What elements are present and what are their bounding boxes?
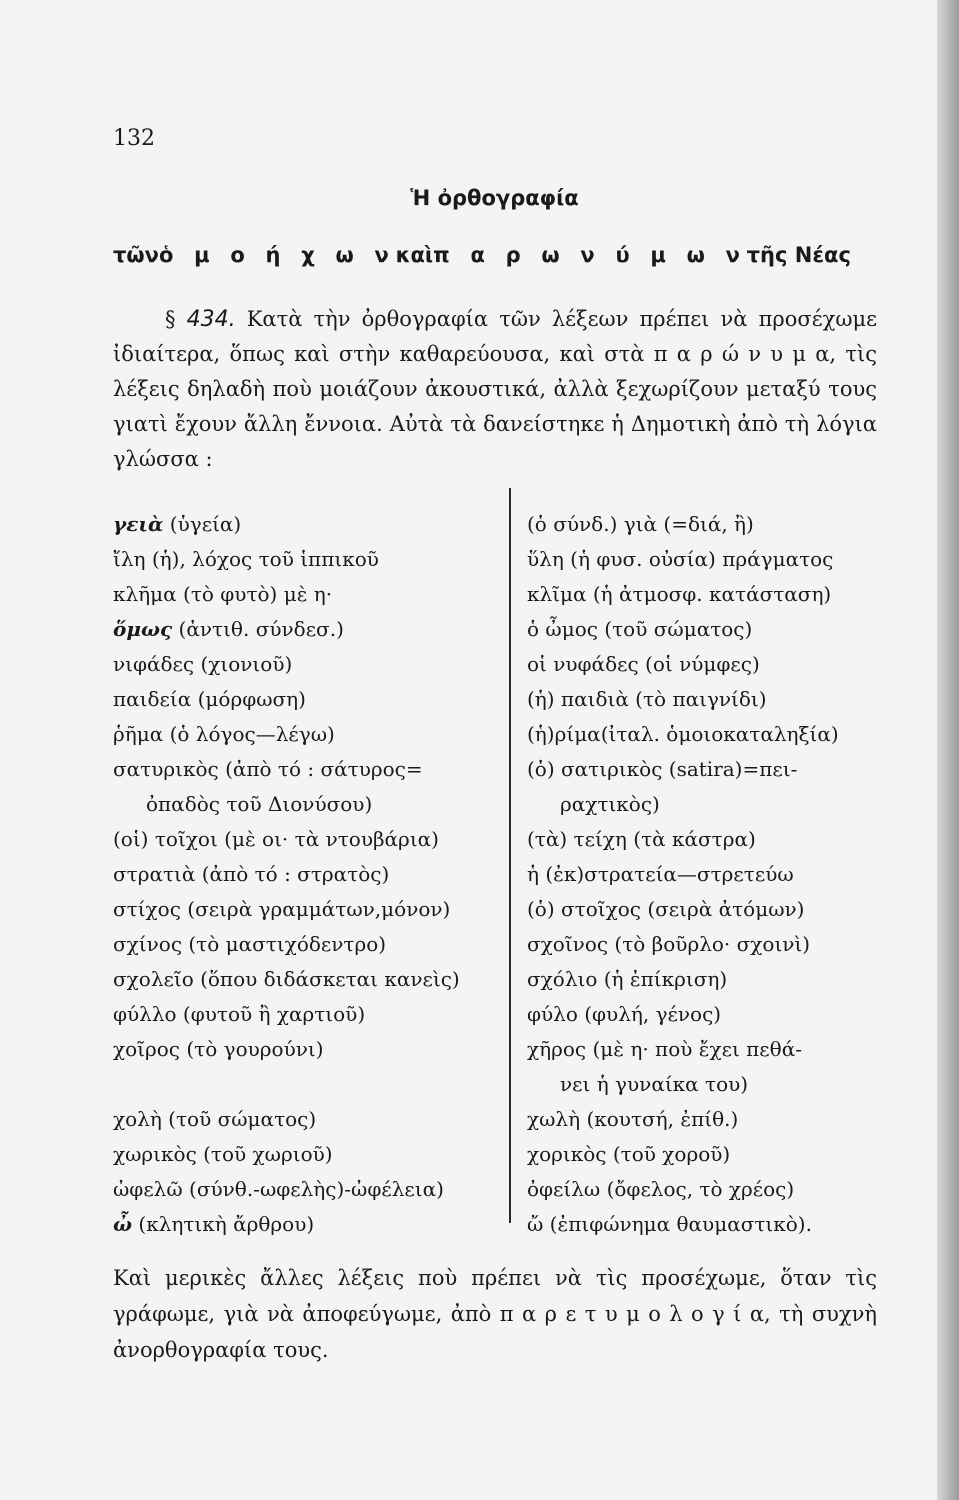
word-entry [113, 542, 503, 577]
word-entry [527, 787, 882, 822]
intro-text: Κατὰ τὴν ὀρθογραφία τῶν λέξεων πρέπει νὰ προσέχωμε ἰδιαίτερα, ὅπως καὶ στὴν καθαρεύουσα, καὶ στὰ π α ρ ώ ν υ μ α, τὶς λέξεις δηλαδὴ ποὺ μοιάζουν ἀκουστικά, ἀλλὰ ξεχωρίζουν μεταξύ τους γιατὶ ἔχουν ἄλλη ἔννοια. Αὐτὰ τὰ δανείστηκε ἡ Δημοτικὴ ἀπὸ τὴ λόγια γλώσσα : [113, 307, 877, 471]
right-word-column [527, 507, 882, 1242]
word-entry [113, 892, 503, 927]
entry-text: κλῖμα (ἡ ἀτμοσφ. κατάσταση) [527, 582, 832, 606]
word-entry [527, 1067, 882, 1102]
word-entry [527, 612, 882, 647]
entry-text: (τὰ) τείχη (τὰ κάστρα) [527, 827, 756, 851]
word-entry [113, 962, 503, 997]
word-entry [527, 717, 882, 752]
entry-text: σχοῖνος (τὸ βοῦρλο· σχοινὶ) [527, 932, 811, 956]
entry-text: νιφάδες (χιονιοῦ) [113, 652, 293, 676]
column-divider [509, 488, 511, 1223]
word-entry [527, 752, 882, 787]
word-entry [527, 892, 882, 927]
entry-text: (ὁ) στοῖχος (σειρὰ ἀτόμων) [527, 897, 805, 921]
word-entry [113, 752, 503, 787]
entry-text: χορικὸς (τοῦ χοροῦ) [527, 1142, 731, 1166]
entry-head: γειὰ [113, 512, 164, 536]
entry-text: χολὴ (τοῦ σώματος) [113, 1107, 317, 1131]
word-entry [113, 857, 503, 892]
entry-text: (ἡ)ρίμα(ἰταλ. ὁμοιοκαταληξία) [527, 722, 839, 746]
word-entry [527, 507, 882, 542]
entry-text: στρατιὰ (ἀπὸ τό : στρατὸς) [113, 862, 390, 886]
entry-text: (κλητικὴ ἄρθρου) [132, 1212, 315, 1236]
closing-paragraph [113, 1260, 877, 1368]
word-entry [113, 507, 503, 542]
word-entry [527, 927, 882, 962]
word-entry [527, 1032, 882, 1067]
entry-text: ὠφελῶ (σύνθ.-ωφελὴς)-ὠφέλεια) [113, 1177, 444, 1201]
title-line-2 [113, 243, 851, 267]
entry-text: ὁ ὦμος (τοῦ σώματος) [527, 617, 753, 641]
section-number: 434. [186, 307, 236, 332]
entry-text: ὀπαδὸς τοῦ Διονύσου) [146, 792, 373, 816]
section-mark: § [165, 307, 176, 331]
page-number: 132 [113, 126, 155, 151]
word-entry [113, 1172, 503, 1207]
entry-text: χῆρος (μὲ η· ποὺ ἔχει πεθά- [527, 1037, 802, 1061]
title-word: καὶ [395, 243, 434, 267]
word-entry [527, 647, 882, 682]
word-entry [113, 682, 503, 717]
entry-text: φύλο (φυλή, γένος) [527, 1002, 722, 1026]
word-entry [113, 1102, 503, 1137]
word-entry [113, 612, 503, 647]
word-entry [527, 1172, 882, 1207]
page-edge [937, 0, 959, 1500]
entry-text: (ὑγεία) [163, 512, 242, 536]
word-entry [113, 1032, 503, 1067]
title-word: τῶν [113, 243, 159, 267]
word-entry [527, 822, 882, 857]
entry-text: ὕλη (ἡ φυσ. οὐσία) πράγματος [527, 547, 834, 571]
word-entry [113, 787, 503, 822]
word-entry [113, 717, 503, 752]
entry-text: σχόλιο (ἡ ἐπίκριση) [527, 967, 728, 991]
entry-text: ὀφείλω (ὄφελος, τὸ χρέος) [527, 1177, 795, 1201]
entry-text: παιδεία (μόρφωση) [113, 687, 306, 711]
word-entry [113, 927, 503, 962]
word-entry [113, 577, 503, 612]
entry-text: οἱ νυφάδες (οἱ νύμφες) [527, 652, 760, 676]
entry-text: φύλλο (φυτοῦ ἢ χαρτιοῦ) [113, 1002, 366, 1026]
word-entry [527, 577, 882, 612]
entry-text: (οἱ) τοῖχοι (μὲ οι· τὰ ντουβάρια) [113, 827, 439, 851]
entry-text: (ὁ σύνδ.) γιὰ (=διά, ἢ) [527, 512, 754, 536]
left-word-column [113, 507, 503, 1242]
word-entry [527, 1102, 882, 1137]
entry-text: χωλὴ (κουτσή, ἐπίθ.) [527, 1107, 739, 1131]
entry-text: χωρικὸς (τοῦ χωριοῦ) [113, 1142, 333, 1166]
entry-text: (ὁ) σατιρικὸς (satira)=πει- [527, 757, 798, 781]
word-entry [527, 997, 882, 1032]
entry-text: ὤ (ἐπιφώνημα θαυμαστικὸ). [527, 1212, 812, 1236]
entry-text: ῥῆμα (ὁ λόγος—λέγω) [113, 722, 335, 746]
closing-text: Καὶ μερικὲς ἄλλες λέξεις ποὺ πρέπει νὰ τὶς προσέχωμε, ὅταν τὶς γράφωμε, γιὰ νὰ ἀποφεύγωμε, ἀπὸ π α ρ ε τ υ μ ο λ ο γ ί α, τὴ συχνὴ ἀνορθογραφία τους. [113, 1266, 877, 1362]
entry-text: νει ἡ γυναίκα του) [560, 1072, 749, 1096]
entry-text: ἴλη (ἡ), λόχος τοῦ ἱππικοῦ [113, 547, 379, 571]
title-word-spaced: π α ρ ω ν ύ μ ω ν [433, 243, 747, 267]
word-entry [527, 542, 882, 577]
entry-head: ὦ [113, 1212, 133, 1236]
entry-text: σχολεῖο (ὅπου διδάσκεται κανεὶς) [113, 967, 460, 991]
word-entry [113, 822, 503, 857]
entry-text: (ἀντιθ. σύνδεσ.) [172, 617, 344, 641]
title-word: τῆς Νέας [746, 243, 851, 267]
word-entry [113, 647, 503, 682]
entry-text: κλῆμα (τὸ φυτὸ) μὲ η· [113, 582, 333, 606]
entry-text: ἡ (ἐκ)στρατεία—στρετεύω [527, 862, 794, 886]
title-line-1: Ἡ ὀρθογραφία [410, 186, 579, 210]
word-entry [527, 962, 882, 997]
entry-text: (ἡ) παιδιὰ (τὸ παιγνίδι) [527, 687, 767, 711]
entry-text: ραχτικὸς) [560, 792, 660, 816]
word-entry [527, 1137, 882, 1172]
word-entry [527, 682, 882, 717]
word-entry [527, 1207, 882, 1242]
entry-text: σχίνος (τὸ μαστιχόδεντρο) [113, 932, 387, 956]
column-gap [113, 1067, 503, 1102]
word-entry [113, 1137, 503, 1172]
entry-head: ὅμως [113, 617, 173, 641]
title-word-spaced: ὁ μ ο ή χ ω ν [158, 243, 396, 267]
entry-text: χοῖρος (τὸ γουρούνι) [113, 1037, 324, 1061]
word-entry [113, 997, 503, 1032]
word-entry [527, 857, 882, 892]
entry-text: στίχος (σειρὰ γραμμάτων,μόνον) [113, 897, 451, 921]
word-entry [113, 1207, 503, 1242]
intro-paragraph [113, 302, 877, 477]
entry-text: σατυρικὸς (ἀπὸ τό : σάτυρος= [113, 757, 423, 781]
